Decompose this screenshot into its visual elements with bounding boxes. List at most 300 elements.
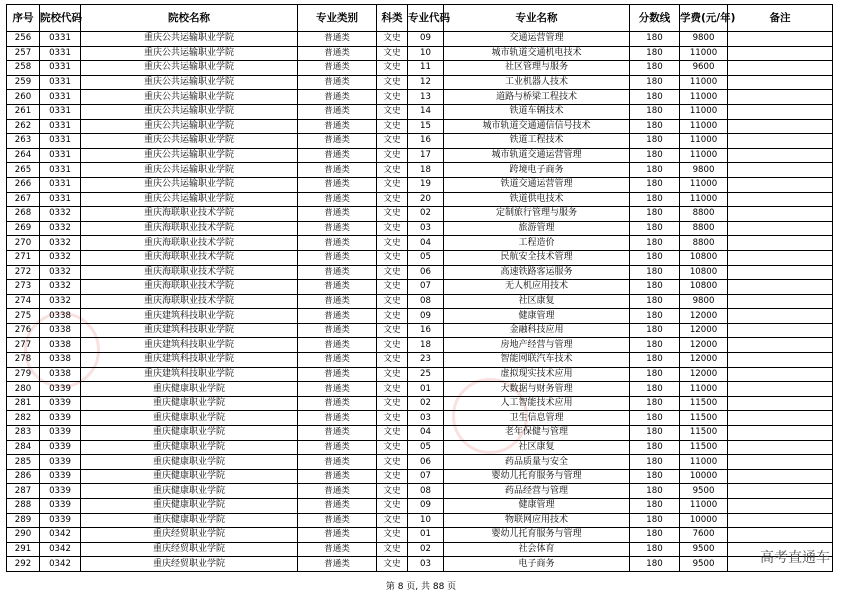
cell-fee: 11000 (680, 46, 728, 61)
cell-name: 重庆海联职业技术学院 (81, 265, 298, 280)
cell-kind: 文史 (377, 221, 408, 236)
cell-name: 重庆公共运输职业学院 (81, 61, 298, 76)
cell-note (728, 221, 833, 236)
cell-major: 工业机器人技术 (444, 75, 630, 90)
cell-seq: 266 (7, 177, 40, 192)
cell-code: 0331 (40, 90, 81, 105)
table-row (7, 353, 833, 368)
cell-major: 智能网联汽车技术 (444, 353, 630, 368)
cell-name: 重庆健康职业学院 (81, 411, 298, 426)
cell-major: 人工智能技术应用 (444, 396, 630, 411)
cell-mcode: 10 (408, 46, 444, 61)
cell-name: 重庆公共运输职业学院 (81, 32, 298, 47)
table-row (7, 236, 833, 251)
cell-note (728, 426, 833, 441)
cell-name: 重庆健康职业学院 (81, 426, 298, 441)
table-row (7, 367, 833, 382)
cell-major: 电子商务 (444, 557, 630, 572)
cell-seq: 286 (7, 469, 40, 484)
cell-name: 重庆健康职业学院 (81, 396, 298, 411)
cell-seq: 285 (7, 455, 40, 470)
cell-kind: 文史 (377, 265, 408, 280)
table-row (7, 192, 833, 207)
cell-kind: 文史 (377, 294, 408, 309)
cell-kind: 文史 (377, 513, 408, 528)
cell-kind: 文史 (377, 309, 408, 324)
cell-mcode: 14 (408, 104, 444, 119)
cell-mcode: 05 (408, 440, 444, 455)
cell-seq: 291 (7, 542, 40, 557)
cell-fee: 11500 (680, 426, 728, 441)
cell-fee: 11000 (680, 104, 728, 119)
cell-major: 道路与桥梁工程技术 (444, 90, 630, 105)
table-row (7, 382, 833, 397)
cell-name: 重庆建筑科技职业学院 (81, 353, 298, 368)
cell-fee: 9800 (680, 32, 728, 47)
cell-code: 0331 (40, 148, 81, 163)
column-header: 专业类别 (298, 5, 377, 32)
cell-code: 0338 (40, 367, 81, 382)
cell-seq: 269 (7, 221, 40, 236)
table-row (7, 499, 833, 514)
cell-fee: 9800 (680, 294, 728, 309)
cell-name: 重庆健康职业学院 (81, 455, 298, 470)
cell-score: 180 (630, 61, 680, 76)
cell-kind: 文史 (377, 250, 408, 265)
cell-mcode: 01 (408, 382, 444, 397)
cell-score: 180 (630, 513, 680, 528)
cell-score: 180 (630, 250, 680, 265)
table-row (7, 411, 833, 426)
cell-kind: 文史 (377, 396, 408, 411)
cell-kind: 文史 (377, 280, 408, 295)
cell-cat: 普通类 (298, 499, 377, 514)
cell-name: 重庆健康职业学院 (81, 382, 298, 397)
cell-fee: 9500 (680, 557, 728, 572)
cell-seq: 270 (7, 236, 40, 251)
table-row (7, 440, 833, 455)
table-row (7, 294, 833, 309)
cell-code: 0338 (40, 338, 81, 353)
cell-code: 0332 (40, 265, 81, 280)
cell-fee: 9800 (680, 163, 728, 178)
cell-fee: 11000 (680, 119, 728, 134)
cell-kind: 文史 (377, 207, 408, 222)
cell-mcode: 19 (408, 177, 444, 192)
cell-note (728, 309, 833, 324)
cell-note (728, 134, 833, 149)
cell-name: 重庆公共运输职业学院 (81, 163, 298, 178)
cell-seq: 263 (7, 134, 40, 149)
cell-kind: 文史 (377, 163, 408, 178)
cell-name: 重庆健康职业学院 (81, 469, 298, 484)
cell-cat: 普通类 (298, 323, 377, 338)
column-header: 专业名称 (444, 5, 630, 32)
cell-cat: 普通类 (298, 134, 377, 149)
cell-kind: 文史 (377, 104, 408, 119)
cell-fee: 11000 (680, 75, 728, 90)
table-row (7, 177, 833, 192)
cell-fee: 8800 (680, 236, 728, 251)
cell-cat: 普通类 (298, 90, 377, 105)
cell-note (728, 411, 833, 426)
cell-major: 老年保健与管理 (444, 426, 630, 441)
cell-kind: 文史 (377, 353, 408, 368)
cell-note (728, 75, 833, 90)
cell-code: 0339 (40, 382, 81, 397)
table-row (7, 323, 833, 338)
cell-cat: 普通类 (298, 163, 377, 178)
cell-major: 大数据与财务管理 (444, 382, 630, 397)
column-header: 科类 (377, 5, 408, 32)
cell-score: 180 (630, 163, 680, 178)
cell-mcode: 04 (408, 426, 444, 441)
cell-major: 卫生信息管理 (444, 411, 630, 426)
cell-mcode: 11 (408, 61, 444, 76)
cell-name: 重庆建筑科技职业学院 (81, 338, 298, 353)
cell-fee: 10800 (680, 265, 728, 280)
table-row (7, 104, 833, 119)
cell-kind: 文史 (377, 557, 408, 572)
cell-major: 跨境电子商务 (444, 163, 630, 178)
cell-score: 180 (630, 309, 680, 324)
cell-cat: 普通类 (298, 265, 377, 280)
cell-mcode: 09 (408, 309, 444, 324)
cell-mcode: 16 (408, 134, 444, 149)
column-header: 院校代码 (40, 5, 81, 32)
cell-mcode: 08 (408, 484, 444, 499)
cell-kind: 文史 (377, 75, 408, 90)
cell-code: 0342 (40, 557, 81, 572)
cell-fee: 11000 (680, 177, 728, 192)
cell-seq: 280 (7, 382, 40, 397)
cell-cat: 普通类 (298, 250, 377, 265)
cell-mcode: 09 (408, 32, 444, 47)
cell-fee: 9600 (680, 61, 728, 76)
cell-fee: 7600 (680, 528, 728, 543)
cell-mcode: 17 (408, 148, 444, 163)
cell-fee: 9500 (680, 484, 728, 499)
cell-note (728, 265, 833, 280)
cell-cat: 普通类 (298, 192, 377, 207)
cell-kind: 文史 (377, 134, 408, 149)
cell-name: 重庆公共运输职业学院 (81, 134, 298, 149)
cell-mcode: 16 (408, 323, 444, 338)
cell-fee: 11500 (680, 411, 728, 426)
cell-score: 180 (630, 426, 680, 441)
cell-note (728, 32, 833, 47)
column-header: 分数线 (630, 5, 680, 32)
cell-seq: 282 (7, 411, 40, 426)
cell-code: 0339 (40, 426, 81, 441)
cell-cat: 普通类 (298, 338, 377, 353)
cell-kind: 文史 (377, 542, 408, 557)
cell-kind: 文史 (377, 148, 408, 163)
cell-name: 重庆公共运输职业学院 (81, 75, 298, 90)
cell-kind: 文史 (377, 32, 408, 47)
table-row (7, 484, 833, 499)
cell-mcode: 03 (408, 557, 444, 572)
cell-name: 重庆海联职业技术学院 (81, 250, 298, 265)
cell-fee: 11000 (680, 499, 728, 514)
table-row (7, 250, 833, 265)
cell-major: 城市轨道交通通信信号技术 (444, 119, 630, 134)
cell-cat: 普通类 (298, 426, 377, 441)
cell-name: 重庆海联职业技术学院 (81, 294, 298, 309)
page-footer: 第 8 页, 共 88 页 (385, 582, 457, 592)
cell-seq: 268 (7, 207, 40, 222)
cell-major: 健康管理 (444, 309, 630, 324)
cell-seq: 261 (7, 104, 40, 119)
cell-cat: 普通类 (298, 294, 377, 309)
cell-seq: 259 (7, 75, 40, 90)
cell-mcode: 20 (408, 192, 444, 207)
table-row (7, 119, 833, 134)
cell-seq: 258 (7, 61, 40, 76)
cell-note (728, 61, 833, 76)
cell-fee: 12000 (680, 367, 728, 382)
cell-major: 药品经营与管理 (444, 484, 630, 499)
cell-fee: 10800 (680, 280, 728, 295)
cell-code: 0342 (40, 528, 81, 543)
cell-mcode: 13 (408, 90, 444, 105)
cell-note (728, 177, 833, 192)
cell-major: 铁道车辆技术 (444, 104, 630, 119)
cell-score: 180 (630, 192, 680, 207)
cell-cat: 普通类 (298, 367, 377, 382)
cell-mcode: 23 (408, 353, 444, 368)
cell-kind: 文史 (377, 338, 408, 353)
cell-kind: 文史 (377, 411, 408, 426)
cell-major: 铁道供电技术 (444, 192, 630, 207)
cell-note (728, 338, 833, 353)
cell-cat: 普通类 (298, 177, 377, 192)
cell-cat: 普通类 (298, 236, 377, 251)
cell-name: 重庆经贸职业学院 (81, 542, 298, 557)
cell-major: 金融科技应用 (444, 323, 630, 338)
cell-seq: 272 (7, 265, 40, 280)
cell-name: 重庆海联职业技术学院 (81, 280, 298, 295)
cell-kind: 文史 (377, 46, 408, 61)
column-header: 院校名称 (81, 5, 298, 32)
cell-note (728, 250, 833, 265)
cell-code: 0342 (40, 542, 81, 557)
table-row (7, 280, 833, 295)
cell-code: 0331 (40, 104, 81, 119)
cell-name: 重庆健康职业学院 (81, 499, 298, 514)
table-row (7, 396, 833, 411)
cell-fee: 12000 (680, 338, 728, 353)
cell-name: 重庆健康职业学院 (81, 440, 298, 455)
column-header: 专业代码 (408, 5, 444, 32)
cell-score: 180 (630, 499, 680, 514)
cell-major: 民航安全技术管理 (444, 250, 630, 265)
cell-major: 无人机应用技术 (444, 280, 630, 295)
cell-cat: 普通类 (298, 542, 377, 557)
cell-cat: 普通类 (298, 280, 377, 295)
cell-fee: 11000 (680, 90, 728, 105)
cell-code: 0331 (40, 192, 81, 207)
cell-code: 0338 (40, 309, 81, 324)
cell-cat: 普通类 (298, 528, 377, 543)
cell-kind: 文史 (377, 119, 408, 134)
cell-score: 180 (630, 280, 680, 295)
cell-seq: 288 (7, 499, 40, 514)
cell-score: 180 (630, 455, 680, 470)
column-header: 学费(元/年) (680, 5, 728, 32)
cell-fee: 12000 (680, 323, 728, 338)
cell-kind: 文史 (377, 382, 408, 397)
cell-mcode: 18 (408, 338, 444, 353)
cell-kind: 文史 (377, 426, 408, 441)
cell-name: 重庆公共运输职业学院 (81, 46, 298, 61)
cell-name: 重庆公共运输职业学院 (81, 119, 298, 134)
cell-code: 0332 (40, 221, 81, 236)
cell-name: 重庆经贸职业学院 (81, 557, 298, 572)
cell-major: 定制旅行管理与服务 (444, 207, 630, 222)
cell-seq: 275 (7, 309, 40, 324)
cell-mcode: 07 (408, 469, 444, 484)
cell-kind: 文史 (377, 528, 408, 543)
cell-score: 180 (630, 75, 680, 90)
cell-code: 0331 (40, 61, 81, 76)
cell-note (728, 382, 833, 397)
cell-code: 0331 (40, 46, 81, 61)
cell-mcode: 18 (408, 163, 444, 178)
cell-note (728, 499, 833, 514)
cell-note (728, 484, 833, 499)
cell-name: 重庆健康职业学院 (81, 513, 298, 528)
cell-mcode: 04 (408, 236, 444, 251)
cell-seq: 289 (7, 513, 40, 528)
cell-seq: 264 (7, 148, 40, 163)
cell-mcode: 09 (408, 499, 444, 514)
cell-cat: 普通类 (298, 75, 377, 90)
cell-code: 0338 (40, 323, 81, 338)
cell-mcode: 15 (408, 119, 444, 134)
cell-code: 0331 (40, 119, 81, 134)
cell-mcode: 02 (408, 396, 444, 411)
cell-fee: 9500 (680, 542, 728, 557)
cell-major: 城市轨道交通机电技术 (444, 46, 630, 61)
cell-cat: 普通类 (298, 557, 377, 572)
cell-name: 重庆健康职业学院 (81, 484, 298, 499)
cell-name: 重庆海联职业技术学院 (81, 207, 298, 222)
watermark-text: 高考直通车 (760, 550, 830, 566)
cell-kind: 文史 (377, 469, 408, 484)
cell-code: 0339 (40, 455, 81, 470)
cell-score: 180 (630, 221, 680, 236)
cell-major: 物联网应用技术 (444, 513, 630, 528)
cell-seq: 278 (7, 353, 40, 368)
cell-mcode: 03 (408, 221, 444, 236)
cell-fee: 11500 (680, 396, 728, 411)
cell-name: 重庆建筑科技职业学院 (81, 309, 298, 324)
cell-code: 0332 (40, 294, 81, 309)
cell-name: 重庆海联职业技术学院 (81, 236, 298, 251)
table-row (7, 90, 833, 105)
cell-fee: 12000 (680, 353, 728, 368)
cell-cat: 普通类 (298, 32, 377, 47)
cell-major: 健康管理 (444, 499, 630, 514)
cell-kind: 文史 (377, 90, 408, 105)
cell-seq: 271 (7, 250, 40, 265)
cell-cat: 普通类 (298, 119, 377, 134)
cell-seq: 290 (7, 528, 40, 543)
cell-name: 重庆公共运输职业学院 (81, 90, 298, 105)
cell-seq: 256 (7, 32, 40, 47)
cell-score: 180 (630, 119, 680, 134)
cell-name: 重庆公共运输职业学院 (81, 177, 298, 192)
cell-cat: 普通类 (298, 469, 377, 484)
cell-fee: 8800 (680, 221, 728, 236)
cell-score: 180 (630, 265, 680, 280)
table-row (7, 221, 833, 236)
cell-kind: 文史 (377, 367, 408, 382)
cell-seq: 262 (7, 119, 40, 134)
cell-cat: 普通类 (298, 309, 377, 324)
cell-seq: 279 (7, 367, 40, 382)
table-row (7, 513, 833, 528)
cell-major: 社区管理与服务 (444, 61, 630, 76)
table-row (7, 61, 833, 76)
cell-seq: 260 (7, 90, 40, 105)
cell-mcode: 10 (408, 513, 444, 528)
cell-score: 180 (630, 177, 680, 192)
cell-note (728, 46, 833, 61)
cell-seq: 265 (7, 163, 40, 178)
table-row (7, 528, 833, 543)
cell-cat: 普通类 (298, 148, 377, 163)
cell-note (728, 104, 833, 119)
cell-code: 0339 (40, 396, 81, 411)
cell-name: 重庆公共运输职业学院 (81, 148, 298, 163)
table-row (7, 542, 833, 557)
cell-score: 180 (630, 528, 680, 543)
cell-name: 重庆海联职业技术学院 (81, 221, 298, 236)
cell-major: 社会体育 (444, 542, 630, 557)
cell-kind: 文史 (377, 177, 408, 192)
cell-code: 0339 (40, 484, 81, 499)
cell-major: 虚拟现实技术应用 (444, 367, 630, 382)
cell-kind: 文史 (377, 192, 408, 207)
table-row (7, 75, 833, 90)
cell-fee: 11500 (680, 440, 728, 455)
cell-code: 0332 (40, 280, 81, 295)
cell-major: 交通运营管理 (444, 32, 630, 47)
cell-major: 社区康复 (444, 294, 630, 309)
cell-score: 180 (630, 323, 680, 338)
table-row (7, 455, 833, 470)
table-row (7, 134, 833, 149)
cell-name: 重庆公共运输职业学院 (81, 104, 298, 119)
cell-seq: 287 (7, 484, 40, 499)
cell-score: 180 (630, 134, 680, 149)
cell-fee: 10800 (680, 250, 728, 265)
cell-name: 重庆建筑科技职业学院 (81, 323, 298, 338)
cell-major: 铁道交通运营管理 (444, 177, 630, 192)
cell-mcode: 07 (408, 280, 444, 295)
cell-mcode: 01 (408, 528, 444, 543)
cell-code: 0332 (40, 207, 81, 222)
cell-note (728, 280, 833, 295)
cell-note (728, 513, 833, 528)
cell-mcode: 06 (408, 265, 444, 280)
cell-name: 重庆公共运输职业学院 (81, 192, 298, 207)
column-header: 备注 (728, 5, 833, 32)
cell-score: 180 (630, 557, 680, 572)
cell-note (728, 323, 833, 338)
